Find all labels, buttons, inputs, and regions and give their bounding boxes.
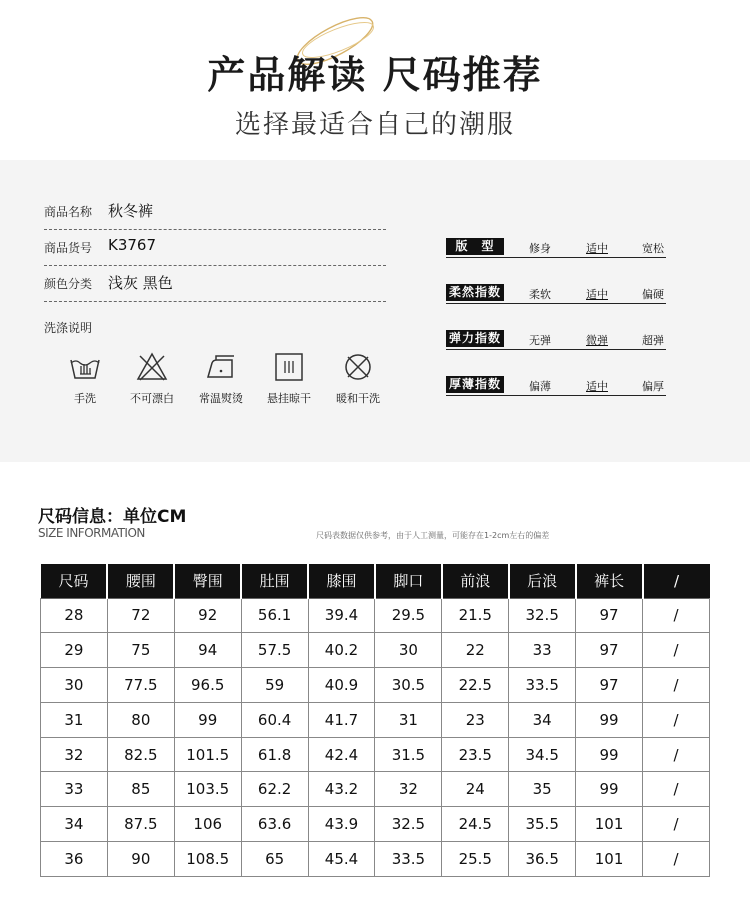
scale-elasticity [446, 330, 666, 350]
table-row [41, 598, 710, 633]
scale-label: 厚薄指数 [446, 376, 504, 393]
table-cell: / [643, 737, 710, 772]
table-cell: 99 [576, 702, 643, 737]
table-cell: 97 [576, 668, 643, 703]
size-column-header: 尺码 [41, 564, 108, 598]
table-cell: 92 [174, 598, 241, 633]
table-cell: 36.5 [509, 842, 576, 877]
table-cell: 99 [576, 737, 643, 772]
table-cell: 40.9 [308, 668, 375, 703]
table-cell: 87.5 [107, 807, 174, 842]
scale-option: 偏硬 [642, 288, 664, 301]
table-cell: 85 [107, 772, 174, 807]
table-cell: 41.7 [308, 702, 375, 737]
wash-label: 不可漂白 [130, 392, 174, 405]
scale-label: 弹力指数 [446, 330, 504, 347]
table-cell: 22 [442, 633, 509, 668]
size-column-header: 臀围 [174, 564, 241, 598]
info-value: 秋冬裤 [108, 202, 154, 220]
page-title: 产品解读 尺码推荐 [207, 53, 543, 97]
table-cell: 82.5 [107, 737, 174, 772]
page-subtitle: 选择最适合自己的潮服 [234, 110, 515, 140]
table-cell: 97 [576, 633, 643, 668]
size-section-subtitle: SIZE INFORMATION [38, 526, 145, 540]
table-cell: 33.5 [375, 842, 442, 877]
scale-softness [446, 284, 666, 304]
table-cell: 36 [41, 842, 108, 877]
scale-thickness [446, 376, 666, 396]
scale-label: 柔然指数 [446, 284, 504, 301]
scale-option: 柔软 [529, 288, 551, 301]
wash-label: 悬挂晾干 [267, 392, 311, 405]
table-cell: 57.5 [241, 633, 308, 668]
wash-instructions-title: 洗涤说明 [44, 321, 93, 335]
table-cell: 33 [41, 772, 108, 807]
header [0, 0, 750, 160]
table-cell: 31 [375, 702, 442, 737]
table-cell: 106 [174, 807, 241, 842]
table-cell: 40.2 [308, 633, 375, 668]
table-row [41, 633, 710, 668]
wash-item-iron [186, 350, 256, 406]
table-cell: 96.5 [174, 668, 241, 703]
no-bleach-icon [135, 350, 169, 384]
table-cell: 108.5 [174, 842, 241, 877]
table-row [41, 737, 710, 772]
hang-dry-icon [272, 350, 306, 384]
table-cell: 45.4 [308, 842, 375, 877]
product-info-panel [0, 160, 750, 462]
size-column-header: 前浪 [442, 564, 509, 598]
table-cell: 23 [442, 702, 509, 737]
table-cell: 94 [174, 633, 241, 668]
info-label: 颜色分类 [44, 277, 93, 291]
scale-option-selected: 适中 [586, 288, 608, 301]
table-cell: 24.5 [442, 807, 509, 842]
table-cell: 99 [174, 702, 241, 737]
table-cell: 72 [107, 598, 174, 633]
table-cell: 43.2 [308, 772, 375, 807]
table-cell: 25.5 [442, 842, 509, 877]
scale-option-selected: 微弹 [586, 334, 608, 347]
table-cell: 30 [41, 668, 108, 703]
info-row-color [44, 272, 386, 302]
size-table-header [41, 564, 710, 598]
table-cell: 60.4 [241, 702, 308, 737]
size-column-header: 后浪 [509, 564, 576, 598]
table-cell: 75 [107, 633, 174, 668]
table-cell: 35 [509, 772, 576, 807]
scale-option-selected: 适中 [586, 242, 608, 255]
table-cell: 77.5 [107, 668, 174, 703]
table-cell: 33.5 [509, 668, 576, 703]
table-cell: 35.5 [509, 807, 576, 842]
hand-wash-icon [68, 350, 102, 384]
scale-fit [446, 238, 666, 258]
table-cell: 103.5 [174, 772, 241, 807]
info-row-name [44, 200, 386, 230]
table-cell: 101 [576, 842, 643, 877]
table-cell: 21.5 [442, 598, 509, 633]
table-cell: 63.6 [241, 807, 308, 842]
table-cell: 90 [107, 842, 174, 877]
table-cell: / [643, 807, 710, 842]
table-cell: / [643, 702, 710, 737]
size-column-header: 膝围 [308, 564, 375, 598]
wash-label: 常温熨烫 [199, 392, 243, 405]
table-cell: 24 [442, 772, 509, 807]
table-cell: 62.2 [241, 772, 308, 807]
info-row-sku [44, 236, 386, 266]
table-cell: 28 [41, 598, 108, 633]
table-cell: 56.1 [241, 598, 308, 633]
table-cell: 80 [107, 702, 174, 737]
info-value: 浅灰 黑色 [108, 274, 173, 292]
iron-icon [204, 350, 238, 384]
wash-label: 暖和干洗 [336, 392, 380, 405]
table-row [41, 668, 710, 703]
size-column-header: 裤长 [576, 564, 643, 598]
table-cell: / [643, 598, 710, 633]
table-cell: 32.5 [509, 598, 576, 633]
table-cell: 29 [41, 633, 108, 668]
table-cell: 65 [241, 842, 308, 877]
table-cell: 23.5 [442, 737, 509, 772]
table-row [41, 772, 710, 807]
table-cell: 30.5 [375, 668, 442, 703]
table-cell: 31 [41, 702, 108, 737]
table-row [41, 807, 710, 842]
scale-option: 修身 [529, 242, 551, 255]
size-column-header: 腰围 [107, 564, 174, 598]
scale-option: 偏厚 [642, 380, 664, 393]
table-cell: / [643, 633, 710, 668]
table-cell: 32.5 [375, 807, 442, 842]
table-cell: 97 [576, 598, 643, 633]
info-value: K3767 [108, 236, 157, 254]
gentle-dry-icon [341, 350, 375, 384]
wash-label: 手洗 [74, 392, 96, 405]
table-cell: 61.8 [241, 737, 308, 772]
size-table-body [41, 598, 710, 876]
scale-option: 超弹 [642, 334, 664, 347]
wash-item-hang-dry [254, 350, 324, 406]
table-cell: 43.9 [308, 807, 375, 842]
table-cell: 59 [241, 668, 308, 703]
table-cell: 31.5 [375, 737, 442, 772]
info-label: 商品货号 [44, 241, 93, 255]
table-cell: 22.5 [442, 668, 509, 703]
table-cell: 33 [509, 633, 576, 668]
table-cell: / [643, 842, 710, 877]
size-note: 尺码表数据仅供参考，由于人工测量，可能存在1-2cm左右的偏差 [316, 531, 550, 540]
table-cell: 34 [41, 807, 108, 842]
size-column-header: 脚口 [375, 564, 442, 598]
table-cell: 42.4 [308, 737, 375, 772]
table-cell: 34 [509, 702, 576, 737]
table-cell: 29.5 [375, 598, 442, 633]
table-cell: 101.5 [174, 737, 241, 772]
wash-item-no-bleach [117, 350, 187, 406]
info-label: 商品名称 [44, 205, 93, 219]
table-cell: 30 [375, 633, 442, 668]
size-column-header: 肚围 [241, 564, 308, 598]
table-cell: 32 [375, 772, 442, 807]
table-cell: / [643, 772, 710, 807]
scale-option: 无弹 [529, 334, 551, 347]
scale-option: 偏薄 [529, 380, 551, 393]
table-cell: / [643, 668, 710, 703]
table-cell: 34.5 [509, 737, 576, 772]
scale-option-selected: 适中 [586, 380, 608, 393]
size-table [40, 564, 710, 877]
table-cell: 39.4 [308, 598, 375, 633]
size-column-header: / [643, 564, 710, 598]
table-row [41, 842, 710, 877]
table-row [41, 702, 710, 737]
scale-option: 宽松 [642, 242, 664, 255]
table-cell: 99 [576, 772, 643, 807]
table-cell: 101 [576, 807, 643, 842]
scale-label: 版 型 [446, 238, 504, 255]
size-section-title: 尺码信息：单位CM [38, 507, 187, 527]
table-cell: 32 [41, 737, 108, 772]
wash-item-hand-wash [50, 350, 120, 406]
wash-item-gentle-dry [323, 350, 393, 406]
